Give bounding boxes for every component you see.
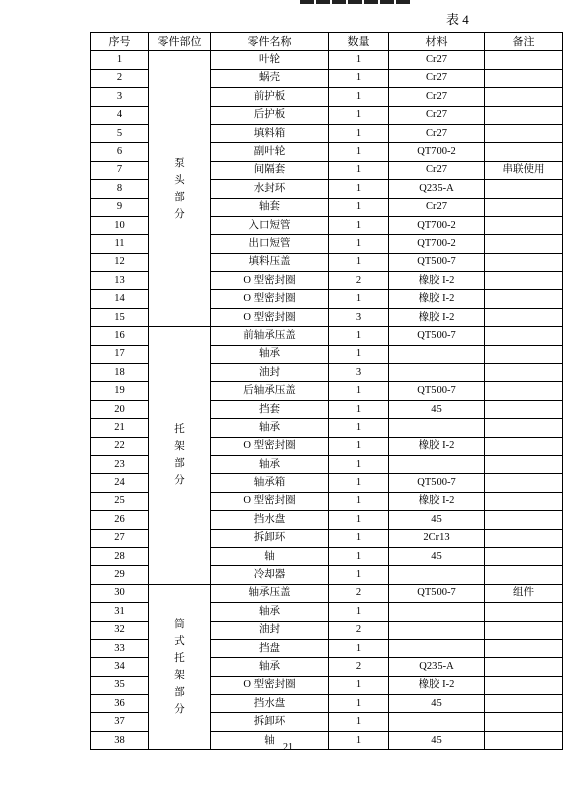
quantity-cell: 1 — [329, 51, 389, 69]
index-cell: 13 — [91, 272, 149, 290]
index-cell: 16 — [91, 327, 149, 345]
part-name-cell: 后轴承压盖 — [211, 382, 329, 400]
index-cell: 3 — [91, 88, 149, 106]
material-cell: 45 — [389, 695, 485, 713]
quantity-cell: 1 — [329, 529, 389, 547]
index-cell: 28 — [91, 547, 149, 565]
part-name-cell: 拆卸环 — [211, 529, 329, 547]
part-name-cell: 挡水盘 — [211, 511, 329, 529]
quantity-cell: 1 — [329, 676, 389, 694]
remarks-cell — [485, 106, 563, 124]
remarks-cell — [485, 621, 563, 639]
index-cell: 37 — [91, 713, 149, 731]
quantity-cell: 1 — [329, 566, 389, 584]
quantity-cell: 1 — [329, 639, 389, 657]
index-cell: 21 — [91, 419, 149, 437]
quantity-cell: 3 — [329, 364, 389, 382]
part-name-cell: O 型密封圈 — [211, 272, 329, 290]
remarks-cell — [485, 124, 563, 142]
header-index: 序号 — [91, 33, 149, 51]
quantity-cell: 2 — [329, 621, 389, 639]
quantity-cell: 1 — [329, 492, 389, 510]
remarks-cell — [485, 419, 563, 437]
part-name-cell: 挡套 — [211, 400, 329, 418]
index-cell: 8 — [91, 180, 149, 198]
material-cell: Q235-A — [389, 180, 485, 198]
remarks-cell — [485, 198, 563, 216]
parts-table — [90, 32, 563, 750]
material-cell: QT500-7 — [389, 253, 485, 271]
part-name-cell: 出口短管 — [211, 235, 329, 253]
material-cell — [389, 621, 485, 639]
material-cell — [389, 364, 485, 382]
material-cell: Cr27 — [389, 198, 485, 216]
material-cell: 45 — [389, 731, 485, 749]
remarks-cell — [485, 51, 563, 69]
remarks-cell — [485, 603, 563, 621]
material-cell — [389, 345, 485, 363]
material-cell: QT700-2 — [389, 235, 485, 253]
quantity-cell: 1 — [329, 455, 389, 473]
quantity-cell: 1 — [329, 290, 389, 308]
part-section-cell: 托 架 部 分 — [149, 327, 211, 584]
part-name-cell: 前轴承压盖 — [211, 327, 329, 345]
remarks-cell — [485, 216, 563, 234]
table-row — [91, 51, 563, 69]
quantity-cell: 1 — [329, 695, 389, 713]
index-cell: 38 — [91, 731, 149, 749]
quantity-cell: 2 — [329, 658, 389, 676]
remarks-cell — [485, 547, 563, 565]
table-header-row — [91, 33, 563, 51]
quantity-cell: 1 — [329, 180, 389, 198]
part-name-cell: O 型密封圈 — [211, 290, 329, 308]
index-cell: 2 — [91, 69, 149, 87]
remarks-cell: 串联使用 — [485, 161, 563, 179]
header-material: 材料 — [389, 33, 485, 51]
index-cell: 29 — [91, 566, 149, 584]
part-name-cell: O 型密封圈 — [211, 676, 329, 694]
remarks-cell — [485, 474, 563, 492]
remarks-cell — [485, 658, 563, 676]
part-name-cell: 挡水盘 — [211, 695, 329, 713]
quantity-cell: 1 — [329, 161, 389, 179]
quantity-cell: 1 — [329, 198, 389, 216]
part-name-cell: 轴套 — [211, 198, 329, 216]
quantity-cell: 1 — [329, 474, 389, 492]
material-cell: Cr27 — [389, 69, 485, 87]
material-cell: Cr27 — [389, 106, 485, 124]
index-cell: 22 — [91, 437, 149, 455]
quantity-cell: 1 — [329, 253, 389, 271]
material-cell: Cr27 — [389, 51, 485, 69]
material-cell — [389, 639, 485, 657]
quantity-cell: 1 — [329, 327, 389, 345]
part-name-cell: 轴承 — [211, 345, 329, 363]
part-name-cell: O 型密封圈 — [211, 492, 329, 510]
material-cell: 橡胶 I-2 — [389, 272, 485, 290]
remarks-cell — [485, 676, 563, 694]
part-name-cell: 副叶轮 — [211, 143, 329, 161]
part-name-cell: 轴承 — [211, 603, 329, 621]
index-cell: 12 — [91, 253, 149, 271]
material-cell: 2Cr13 — [389, 529, 485, 547]
part-name-cell: 前护板 — [211, 88, 329, 106]
quantity-cell: 1 — [329, 437, 389, 455]
remarks-cell — [485, 88, 563, 106]
material-cell: 橡胶 I-2 — [389, 437, 485, 455]
material-cell: 45 — [389, 511, 485, 529]
material-cell: QT500-7 — [389, 584, 485, 602]
remarks-cell — [485, 235, 563, 253]
quantity-cell: 1 — [329, 235, 389, 253]
material-cell — [389, 603, 485, 621]
index-cell: 19 — [91, 382, 149, 400]
material-cell — [389, 455, 485, 473]
material-cell: QT700-2 — [389, 143, 485, 161]
quantity-cell: 1 — [329, 69, 389, 87]
quantity-cell: 1 — [329, 419, 389, 437]
remarks-cell: 组件 — [485, 584, 563, 602]
remarks-cell — [485, 69, 563, 87]
index-cell: 18 — [91, 364, 149, 382]
index-cell: 34 — [91, 658, 149, 676]
quantity-cell: 1 — [329, 382, 389, 400]
index-cell: 30 — [91, 584, 149, 602]
quantity-cell: 1 — [329, 345, 389, 363]
material-cell: 橡胶 I-2 — [389, 290, 485, 308]
index-cell: 31 — [91, 603, 149, 621]
remarks-cell — [485, 345, 563, 363]
part-name-cell: 入口短管 — [211, 216, 329, 234]
remarks-cell — [485, 253, 563, 271]
part-name-cell: O 型密封圈 — [211, 308, 329, 326]
index-cell: 23 — [91, 455, 149, 473]
index-cell: 10 — [91, 216, 149, 234]
table-body — [91, 51, 563, 750]
material-cell: QT700-2 — [389, 216, 485, 234]
part-name-cell: 填料箱 — [211, 124, 329, 142]
index-cell: 26 — [91, 511, 149, 529]
part-name-cell: 轴承压盖 — [211, 584, 329, 602]
cropped-heading-fragment — [300, 0, 420, 4]
quantity-cell: 1 — [329, 216, 389, 234]
material-cell: 45 — [389, 547, 485, 565]
material-cell: Cr27 — [389, 161, 485, 179]
quantity-cell: 1 — [329, 547, 389, 565]
part-name-cell: 轴 — [211, 547, 329, 565]
header-quantity: 数量 — [329, 33, 389, 51]
index-cell: 9 — [91, 198, 149, 216]
part-section-cell: 筒 式 托 架 部 分 — [149, 584, 211, 750]
remarks-cell — [485, 639, 563, 657]
index-cell: 24 — [91, 474, 149, 492]
quantity-cell: 1 — [329, 143, 389, 161]
quantity-cell: 2 — [329, 272, 389, 290]
remarks-cell — [485, 511, 563, 529]
material-cell — [389, 419, 485, 437]
quantity-cell: 1 — [329, 88, 389, 106]
part-name-cell: 轴承 — [211, 419, 329, 437]
index-cell: 17 — [91, 345, 149, 363]
part-name-cell: 轴承箱 — [211, 474, 329, 492]
remarks-cell — [485, 437, 563, 455]
quantity-cell: 3 — [329, 308, 389, 326]
part-name-cell: 挡盘 — [211, 639, 329, 657]
part-name-cell: 轴承 — [211, 455, 329, 473]
remarks-cell — [485, 529, 563, 547]
material-cell — [389, 566, 485, 584]
material-cell: Cr27 — [389, 124, 485, 142]
index-cell: 33 — [91, 639, 149, 657]
quantity-cell: 1 — [329, 400, 389, 418]
part-name-cell: 冷却器 — [211, 566, 329, 584]
remarks-cell — [485, 695, 563, 713]
material-cell: QT500-7 — [389, 474, 485, 492]
quantity-cell: 1 — [329, 124, 389, 142]
index-cell: 36 — [91, 695, 149, 713]
remarks-cell — [485, 382, 563, 400]
header-remarks: 备注 — [485, 33, 563, 51]
remarks-cell — [485, 180, 563, 198]
part-name-cell: 后护板 — [211, 106, 329, 124]
material-cell: Cr27 — [389, 88, 485, 106]
page-number: 21 — [283, 742, 293, 753]
part-name-cell: 水封环 — [211, 180, 329, 198]
table-row — [91, 327, 563, 345]
quantity-cell: 1 — [329, 511, 389, 529]
header-part-name: 零件名称 — [211, 33, 329, 51]
material-cell: 橡胶 I-2 — [389, 492, 485, 510]
part-name-cell: 填料压盖 — [211, 253, 329, 271]
material-cell: QT500-7 — [389, 382, 485, 400]
remarks-cell — [485, 290, 563, 308]
header-part-section: 零件部位 — [149, 33, 211, 51]
remarks-cell — [485, 492, 563, 510]
part-name-cell: 轴承 — [211, 658, 329, 676]
remarks-cell — [485, 400, 563, 418]
index-cell: 15 — [91, 308, 149, 326]
quantity-cell: 1 — [329, 713, 389, 731]
table-label: 表 4 — [446, 12, 469, 27]
material-cell: Q235-A — [389, 658, 485, 676]
quantity-cell: 1 — [329, 106, 389, 124]
quantity-cell: 1 — [329, 731, 389, 749]
remarks-cell — [485, 566, 563, 584]
remarks-cell — [485, 272, 563, 290]
index-cell: 11 — [91, 235, 149, 253]
part-name-cell: 轴 — [211, 731, 329, 749]
index-cell: 35 — [91, 676, 149, 694]
remarks-cell — [485, 364, 563, 382]
material-cell: 橡胶 I-2 — [389, 676, 485, 694]
remarks-cell — [485, 455, 563, 473]
index-cell: 4 — [91, 106, 149, 124]
remarks-cell — [485, 713, 563, 731]
material-cell: QT500-7 — [389, 327, 485, 345]
part-name-cell: 间隔套 — [211, 161, 329, 179]
index-cell: 7 — [91, 161, 149, 179]
index-cell: 32 — [91, 621, 149, 639]
part-name-cell: O 型密封圈 — [211, 437, 329, 455]
index-cell: 25 — [91, 492, 149, 510]
index-cell: 14 — [91, 290, 149, 308]
quantity-cell: 2 — [329, 584, 389, 602]
part-section-cell: 泵 头 部 分 — [149, 51, 211, 327]
index-cell: 5 — [91, 124, 149, 142]
part-name-cell: 油封 — [211, 364, 329, 382]
table-row — [91, 584, 563, 602]
part-name-cell: 蜗壳 — [211, 69, 329, 87]
remarks-cell — [485, 308, 563, 326]
quantity-cell: 1 — [329, 603, 389, 621]
index-cell: 27 — [91, 529, 149, 547]
part-name-cell: 油封 — [211, 621, 329, 639]
material-cell — [389, 713, 485, 731]
material-cell: 橡胶 I-2 — [389, 308, 485, 326]
index-cell: 1 — [91, 51, 149, 69]
remarks-cell — [485, 143, 563, 161]
index-cell: 20 — [91, 400, 149, 418]
material-cell: 45 — [389, 400, 485, 418]
part-name-cell: 叶轮 — [211, 51, 329, 69]
remarks-cell — [485, 327, 563, 345]
index-cell: 6 — [91, 143, 149, 161]
part-name-cell: 拆卸环 — [211, 713, 329, 731]
